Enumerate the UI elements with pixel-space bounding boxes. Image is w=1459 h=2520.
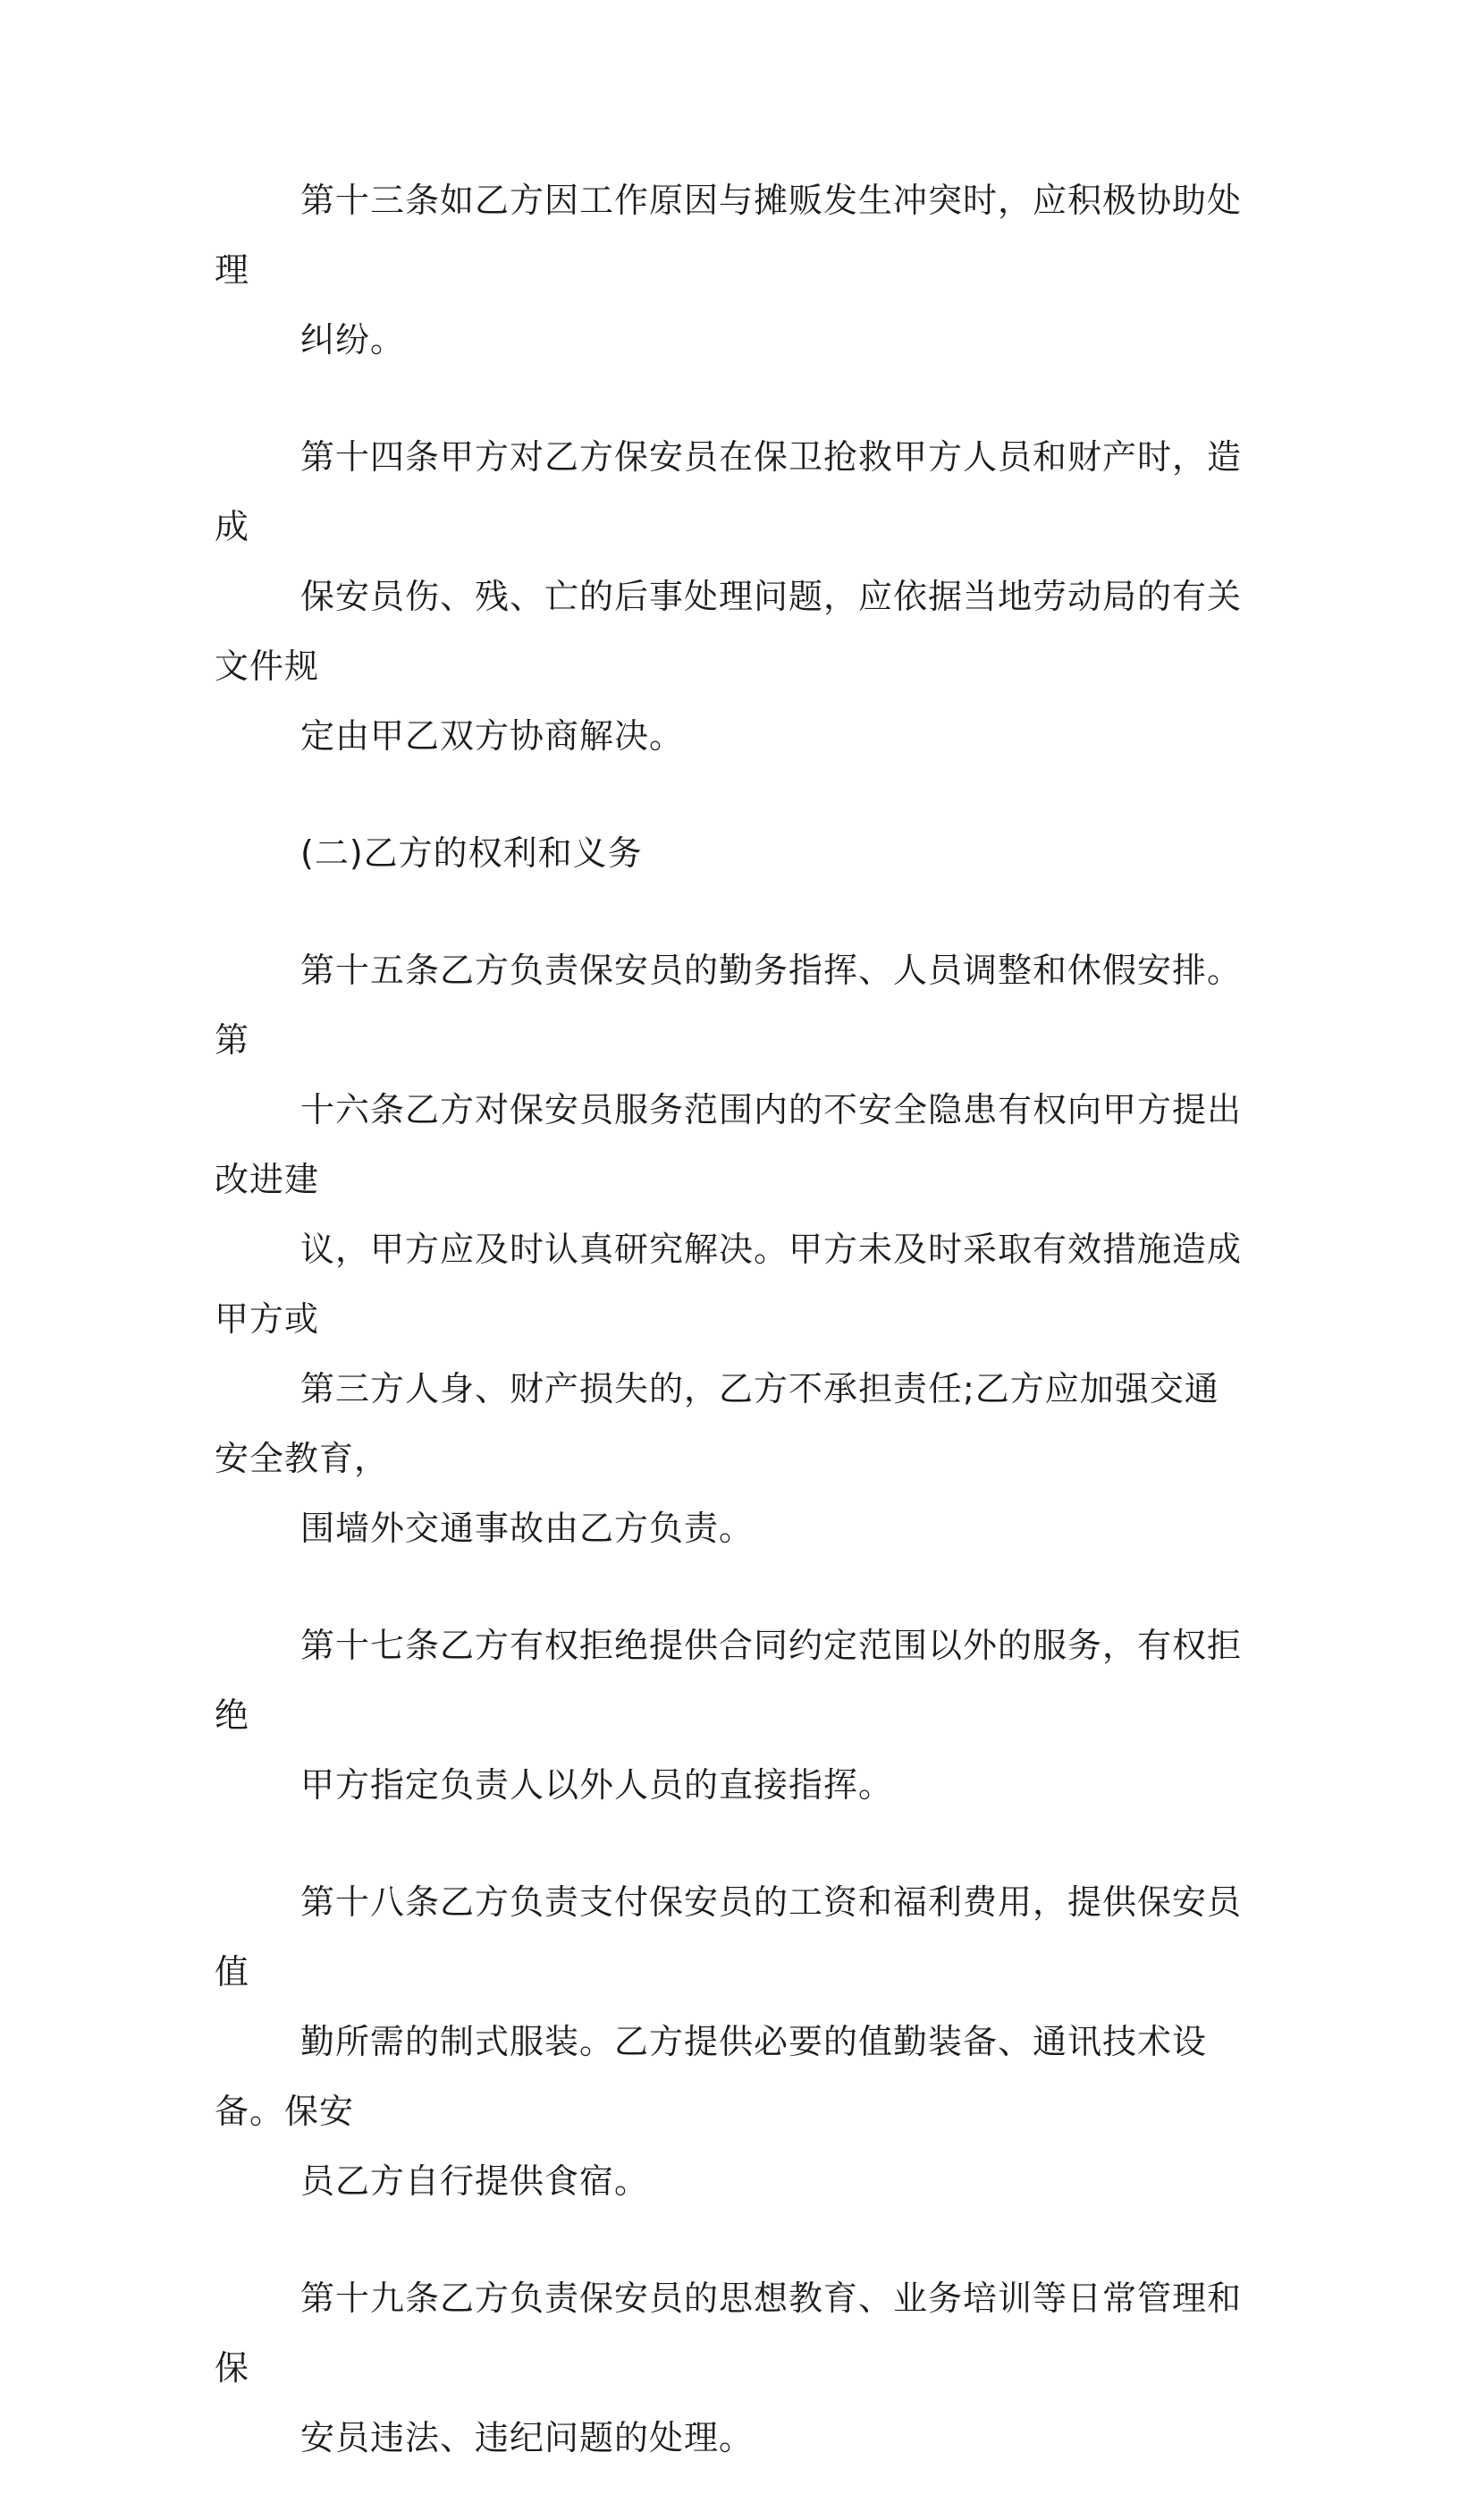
section-heading	[215, 818, 1243, 888]
text-line: (二)乙方的权利和义务	[300, 833, 643, 873]
text-line: 第三方人身、财产损失的，乙方不承担责任;乙方应加强交通安全教育，	[215, 1369, 1219, 1478]
paragraph-article-13	[215, 165, 1243, 375]
text-line: 员乙方自行提供食宿。	[300, 2161, 650, 2201]
text-line: 安员违法、违纪问题的处理。	[300, 2418, 755, 2457]
paragraph-article-15-16	[215, 935, 1243, 1563]
text-line: 议，甲方应及时认真研究解决。甲方未及时采取有效措施造成甲方或	[215, 1230, 1243, 1339]
text-line: 第十三条如乙方因工作原因与摊贩发生冲突时，应积极协助处理	[215, 181, 1243, 290]
text-line: 保安员伤、残、亡的后事处理问题，应依据当地劳动局的有关文件规	[215, 577, 1243, 686]
text-line: 围墙外交通事故由乙方负责。	[300, 1509, 755, 1548]
text-line: 甲方指定负责人以外人员的直接指挥。	[300, 1765, 894, 1805]
paragraph-article-19	[215, 2263, 1243, 2473]
text-line: 十六条乙方对保安员服务范围内的不安全隐患有权向甲方提出改进建	[215, 1090, 1243, 1199]
document-body	[215, 165, 1243, 2520]
text-line: 第十九条乙方负责保安员的思想教育、业务培训等日常管理和保	[215, 2279, 1243, 2388]
text-line: 纠纷。	[300, 320, 406, 359]
text-line: 第十四条甲方对乙方保安员在保卫抢救甲方人员和财产时，造成	[215, 437, 1243, 546]
text-line: 勤所需的制式服装。乙方提供必要的值勤装备、通讯技术设备。保安	[215, 2022, 1208, 2131]
text-line: 第十七条乙方有权拒绝提供合同约定范围以外的服务，有权拒绝	[215, 1626, 1243, 1735]
paragraph-article-14	[215, 422, 1243, 771]
text-line: 定由甲乙双方协商解决。	[300, 716, 685, 756]
paragraph-article-18	[215, 1867, 1243, 2216]
text-line: 第十五条乙方负责保安员的勤务指挥、人员调整和休假安排。第	[215, 951, 1243, 1060]
text-line: 第十八条乙方负责支付保安员的工资和福利费用，提供保安员值	[215, 1882, 1243, 1991]
paragraph-article-17	[215, 1611, 1243, 1820]
